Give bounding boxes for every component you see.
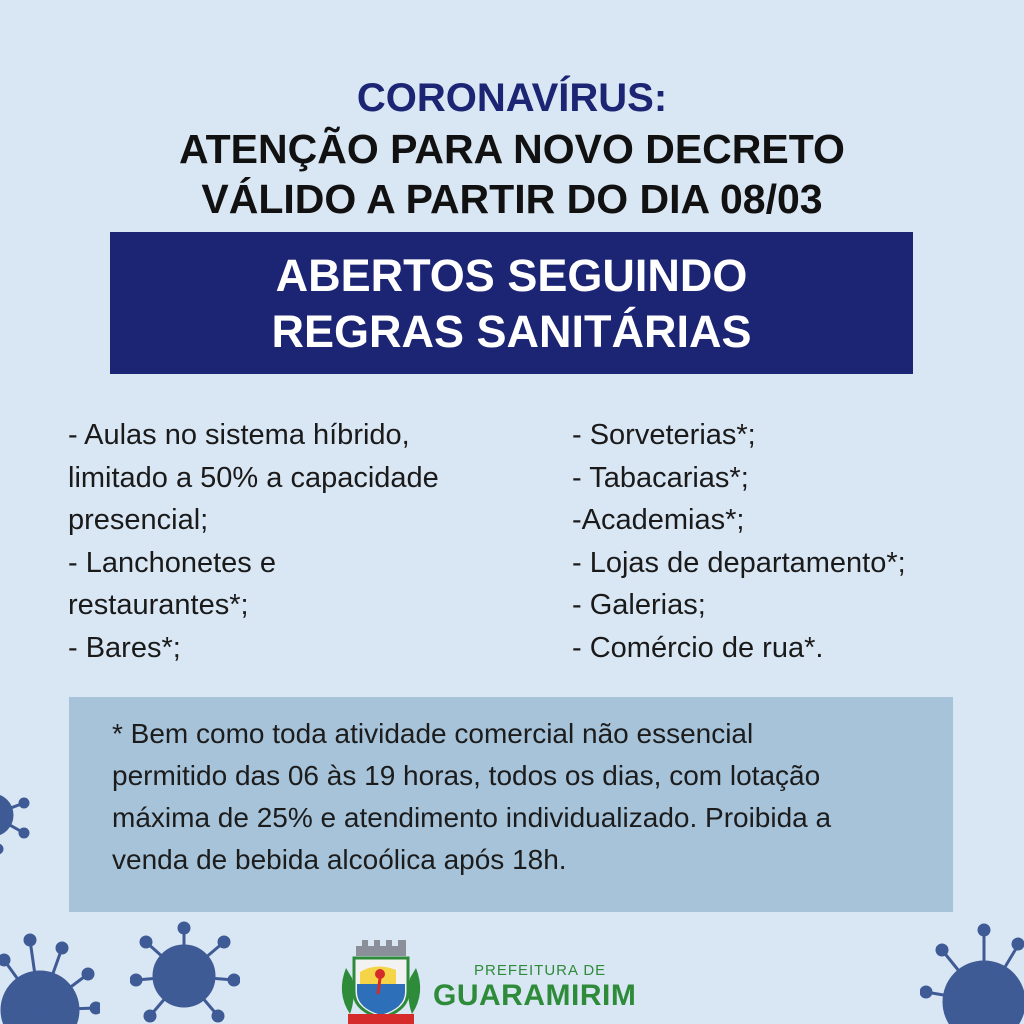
virus-icon bbox=[920, 922, 1024, 1024]
banner-line-1: ABERTOS SEGUINDO bbox=[275, 250, 748, 301]
coat-of-arms-icon bbox=[336, 938, 426, 1024]
banner-line-2: REGRAS SANITÁRIAS bbox=[271, 306, 752, 357]
prefeitura-logo bbox=[336, 938, 666, 1024]
list-line: - Lojas de departamento*; bbox=[572, 546, 906, 579]
right-list bbox=[572, 414, 992, 669]
logo-title: GUARAMIRIM bbox=[433, 979, 637, 1012]
list-line: - Aulas no sistema híbrido, bbox=[68, 419, 410, 451]
list-line: presencial; bbox=[68, 504, 209, 536]
heading-line-3: VÁLIDO A PARTIR DO DIA 08/03 bbox=[201, 176, 823, 222]
virus-icon bbox=[0, 775, 40, 855]
note-line: máxima de 25% e atendimento individualizado. Proibida a bbox=[112, 802, 832, 833]
list-line: restaurantes*; bbox=[68, 589, 249, 621]
list-line: - Sorveterias*; bbox=[572, 419, 756, 451]
list-line: - Comércio de rua*. bbox=[572, 631, 824, 664]
virus-icon bbox=[130, 920, 240, 1024]
heading bbox=[0, 72, 1024, 224]
heading-line-2: ATENÇÃO PARA NOVO DECRETO bbox=[179, 126, 845, 172]
left-list bbox=[68, 414, 528, 669]
list-line: - Tabacarias*; bbox=[572, 461, 749, 494]
note-box bbox=[69, 697, 953, 912]
list-line: - Galerias; bbox=[572, 589, 706, 621]
note-line: * Bem como toda atividade comercial não essencial bbox=[112, 718, 754, 749]
virus-icon bbox=[0, 930, 100, 1024]
list-line: -Academias*; bbox=[572, 504, 745, 536]
list-line: - Bares*; bbox=[68, 631, 181, 664]
note-line: permitido das 06 às 19 horas, todos os dias, com lotação bbox=[112, 760, 821, 791]
list-line: limitado a 50% a capacidade bbox=[68, 461, 439, 494]
open-banner bbox=[110, 232, 913, 374]
logo-subtitle: PREFEITURA DE bbox=[474, 962, 607, 979]
list-line: - Lanchonetes e bbox=[68, 546, 276, 579]
note-line: venda de bebida alcoólica após 18h. bbox=[112, 844, 567, 875]
logo-text bbox=[433, 962, 636, 1012]
heading-title: CORONAVÍRUS: bbox=[356, 76, 668, 120]
